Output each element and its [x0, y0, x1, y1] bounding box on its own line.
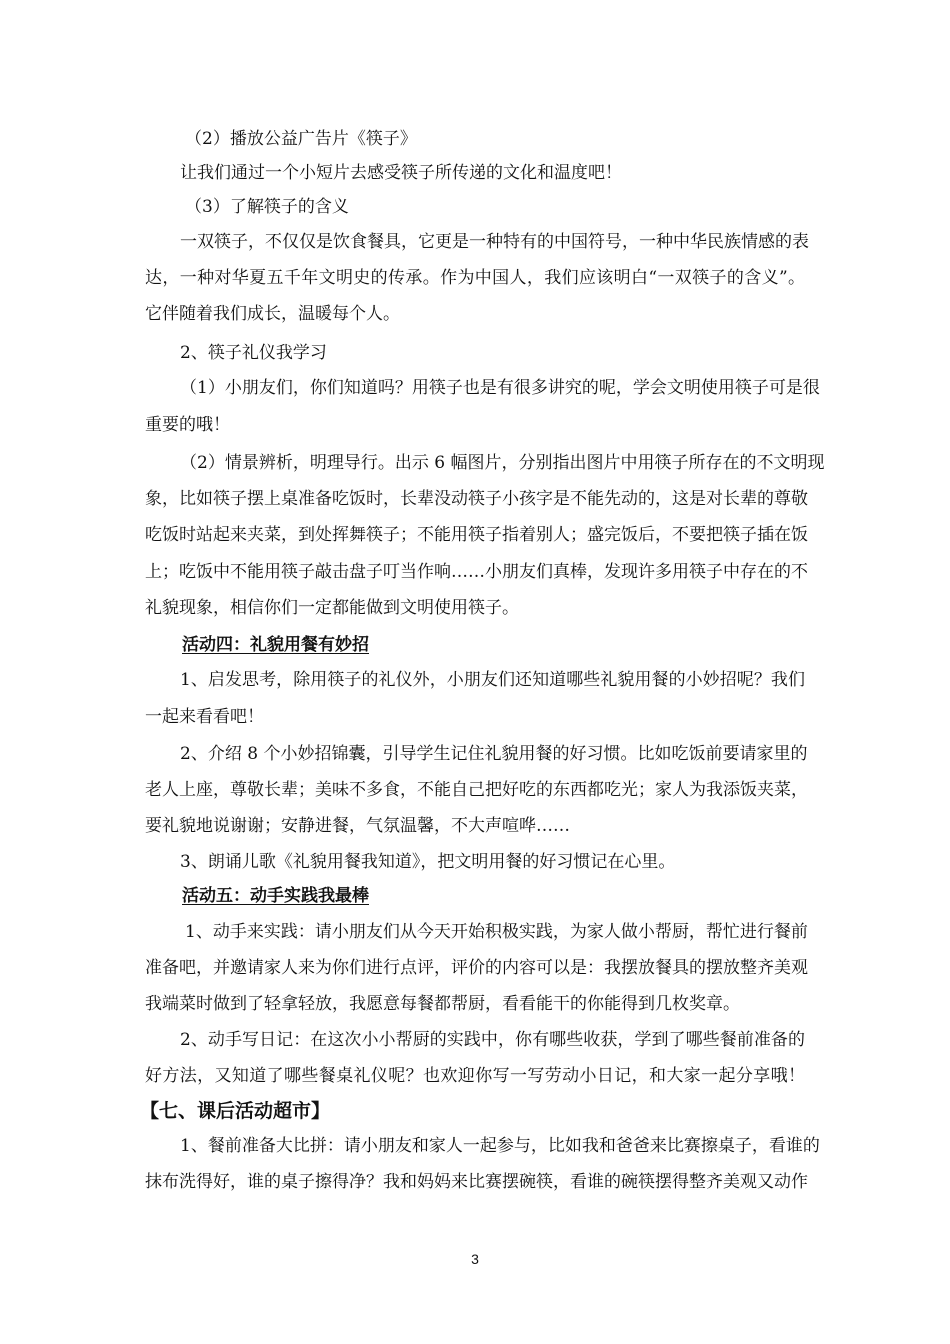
- paragraph-line: 上；吃饭中不能用筷子敲击盘子叮当作响……小朋友们真棒，发现许多用筷子中存在的不: [145, 562, 808, 582]
- paragraph-line: 吃饭时站起来夹菜，到处挥舞筷子；不能用筷子指着别人；盛完饭后，不要把筷子插在饭: [145, 525, 808, 545]
- paragraph-line: （3）了解筷子的含义: [185, 197, 349, 217]
- chapter-heading: 【七、课后活动超市】: [140, 1100, 331, 1122]
- paragraph-line: 抹布洗得好，谁的桌子擦得净？我和妈妈来比赛摆碗筷，看谁的碗筷摆得整齐美观又动作: [145, 1172, 808, 1192]
- activity-heading: 活动五：动手实践我最棒: [182, 886, 369, 906]
- paragraph-line: 2、动手写日记：在这次小小帮厨的实践中，你有哪些收获，学到了哪些餐前准备的: [180, 1030, 805, 1050]
- paragraph-line: 2、介绍 8 个小妙招锦囊，引导学生记住礼貌用餐的好习惯。比如吃饭前要请家里的: [180, 744, 808, 764]
- paragraph-line: 1、启发思考，除用筷子的礼仪外，小朋友们还知道哪些礼貌用餐的小妙招呢？我们: [180, 670, 805, 690]
- paragraph-line: （1）小朋友们，你们知道吗？用筷子也是有很多讲究的呢，学会文明使用筷子可是很: [180, 378, 820, 398]
- paragraph-line: 它伴随着我们成长，温暖每个人。: [145, 304, 400, 324]
- paragraph-line: 重要的哦！: [145, 415, 230, 435]
- paragraph-line: 要礼貌地说谢谢；安静进餐，气氛温馨，不大声喧哗……: [145, 816, 570, 836]
- paragraph-line: 礼貌现象，相信你们一定都能做到文明使用筷子。: [145, 598, 519, 618]
- paragraph-line: 1、动手来实践：请小朋友们从今天开始积极实践，为家人做小帮厨，帮忙进行餐前: [185, 922, 808, 942]
- paragraph-line: 一起来看看吧！: [145, 707, 264, 727]
- paragraph-line: 老人上座，尊敬长辈；美味不多食，不能自己把好吃的东西都吃光；家人为我添饭夹菜，: [145, 780, 808, 800]
- page-number: 3: [471, 1251, 479, 1267]
- paragraph-line: 1、餐前准备大比拼：请小朋友和家人一起参与，比如我和爸爸来比赛擦桌子，看谁的: [180, 1136, 820, 1156]
- paragraph-line: 一双筷子，不仅仅是饮食餐具，它更是一种特有的中国符号，一种中华民族情感的表: [180, 232, 809, 252]
- section-heading: 2、筷子礼仪我学习: [180, 343, 327, 363]
- paragraph-line: （2）情景辨析，明理导行。出示 6 幅图片，分别指出图片中用筷子所存在的不文明现: [180, 453, 825, 473]
- activity-heading: 活动四：礼貌用餐有妙招: [182, 635, 369, 655]
- paragraph-line: 让我们通过一个小短片去感受筷子所传递的文化和温度吧！: [180, 163, 622, 183]
- paragraph-line: 准备吧，并邀请家人来为你们进行点评，评价的内容可以是：我摆放餐具的摆放整齐美观: [145, 958, 808, 978]
- paragraph-line: （2）播放公益广告片《筷子》: [185, 129, 417, 149]
- paragraph-line: 我端菜时做到了轻拿轻放，我愿意每餐都帮厨，看看能干的你能得到几枚奖章。: [145, 994, 740, 1014]
- paragraph-line: 达，一种对华夏五千年文明史的传承。作为中国人，我们应该明白“一双筷子的含义”。: [145, 268, 805, 288]
- paragraph-line: 3、朗诵儿歌《礼貌用餐我知道》，把文明用餐的好习惯记在心里。: [180, 852, 676, 872]
- paragraph-line: 象，比如筷子摆上桌准备吃饭时，长辈没动筷子小孩字是不能先动的，这是对长辈的尊敬: [145, 489, 808, 509]
- paragraph-line: 好方法，又知道了哪些餐桌礼仪呢？也欢迎你写一写劳动小日记，和大家一起分享哦！: [145, 1066, 805, 1086]
